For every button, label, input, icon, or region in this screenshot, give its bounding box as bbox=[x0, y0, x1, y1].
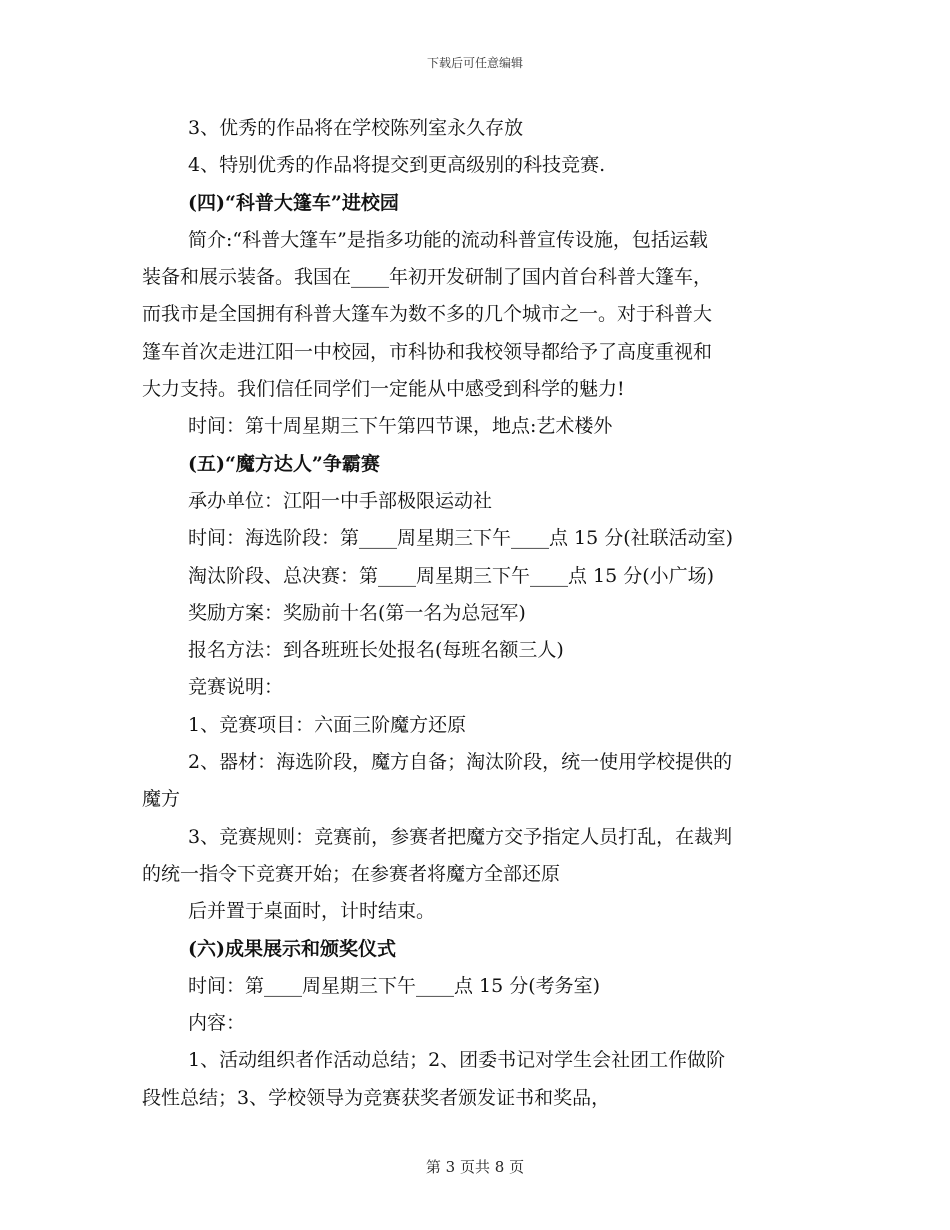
paragraph-line: 时间：第____周星期三下午____点 15 分(考务室) bbox=[188, 974, 601, 997]
paragraph-line: 奖励方案：奖励前十名(第一名为总冠军) bbox=[188, 601, 526, 624]
paragraph-line: 2、器材：海选阶段，魔方自备；淘汰阶段，统一使用学校提供的 bbox=[188, 751, 733, 774]
paragraph-line: 魔方 bbox=[142, 788, 181, 811]
paragraph-line: 3、优秀的作品将在学校陈列室永久存放 bbox=[188, 117, 524, 139]
paragraph-line: 3、竞赛规则：竞赛前，参赛者把魔方交予指定人员打乱，在裁判 bbox=[188, 825, 733, 848]
paragraph-line: 而我市是全国拥有科普大篷车为数不多的几个城市之一。对于科普大 bbox=[142, 303, 713, 326]
paragraph-line: 淘汰阶段、总决赛：第____周星期三下午____点 15 分(小广场) bbox=[188, 564, 715, 587]
section-heading: (六)成果展示和颁奖仪式 bbox=[188, 937, 396, 960]
paragraph-line: 简介:“科普大篷车”是指多功能的流动科普宣传设施，包括运载 bbox=[188, 228, 708, 251]
paragraph-line: 篷车首次走进江阳一中校园，市科协和我校领导都给予了高度重视和 bbox=[142, 340, 713, 363]
paragraph-line: 时间：海选阶段：第____周星期三下午____点 15 分(社联活动室) bbox=[188, 527, 734, 550]
document-body bbox=[142, 110, 812, 1117]
paragraph-line: 内容： bbox=[188, 1012, 246, 1035]
paragraph-line: 的统一指令下竞赛开始；在参赛者将魔方全部还原 bbox=[142, 862, 561, 885]
paragraph-line: 报名方法：到各班班长处报名(每班名额三人) bbox=[188, 639, 564, 662]
paragraph-line: 时间：第十周星期三下午第四节课，地点:艺术楼外 bbox=[188, 415, 613, 438]
paragraph-line: 1、竞赛项目：六面三阶魔方还原 bbox=[188, 713, 467, 736]
page-header: 下载后可任意编辑 bbox=[426, 56, 523, 70]
paragraph-line: 装备和展示装备。我国在____年初开发研制了国内首台科普大篷车， bbox=[142, 266, 713, 289]
paragraph-line: 段性总结；3、学校领导为竞赛获奖者颁发证书和奖品， bbox=[142, 1086, 611, 1109]
paragraph-line: 大力支持。我们信任同学们一定能从中感受到科学的魅力! bbox=[142, 378, 625, 401]
section-heading: (五)“魔方达人”争霸赛 bbox=[188, 452, 380, 475]
page-footer: 第 3 页共 8 页 bbox=[425, 1158, 525, 1176]
paragraph-line: 竞赛说明： bbox=[188, 676, 284, 699]
paragraph-line: 4、特别优秀的作品将提交到更高级别的科技竞赛. bbox=[188, 154, 606, 177]
section-heading: (四)“科普大篷车”进校园 bbox=[188, 191, 399, 214]
paragraph-line: 承办单位：江阳一中手部极限运动社 bbox=[188, 489, 493, 512]
paragraph-line: 1、活动组织者作活动总结；2、团委书记对学生会社团工作做阶 bbox=[188, 1049, 726, 1072]
paragraph-line: 后并置于桌面时，计时结束。 bbox=[188, 900, 436, 923]
